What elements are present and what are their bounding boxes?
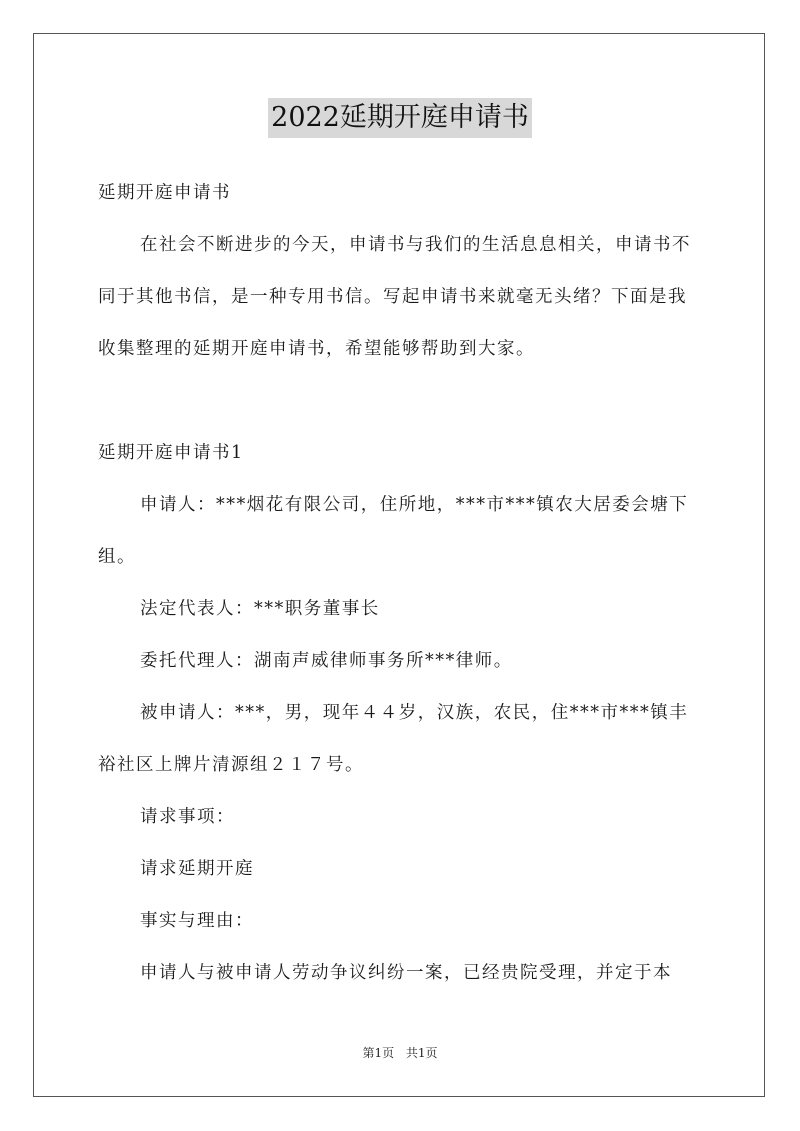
section-heading: 延期开庭申请书 [98, 183, 231, 203]
agent-paragraph: 委托代理人：湖南声威律师事务所***律师。 [140, 651, 513, 671]
intro-paragraph: 在社会不断进步的今天，申请书与我们的生活息息相关，申请书不同于其他书信，是一种专用书信。写起申请书来就毫无头绪？下面是我收集整理的延期开庭申请书，希望能够帮助到大家。 [98, 235, 691, 359]
document-title: 2022延期开庭申请书 [268, 98, 532, 138]
document-title-wrapper [0, 98, 800, 138]
facts-paragraph: 申请人与被申请人劳动争议纠纷一案，已经贵院受理，并定于本 [140, 963, 672, 983]
blank-line [98, 375, 703, 427]
applicant-paragraph: 申请人：***烟花有限公司，住所地，***市***镇农大居委会塘下组。 [98, 495, 689, 567]
page-total: 共1页 [405, 1046, 438, 1060]
facts-reasons-heading: 事实与理由： [140, 911, 254, 931]
legal-representative-paragraph: 法定代表人：***职务董事长 [140, 599, 380, 619]
subsection-heading: 延期开庭申请书1 [98, 443, 244, 463]
page-footer [0, 1044, 800, 1061]
page-number: 第1页 [362, 1046, 395, 1060]
request-items-heading: 请求事项： [140, 807, 235, 827]
respondent-paragraph: 被申请人：***，男，现年４４岁，汉族，农民，住***市***镇丰裕社区上牌片清源组２１７号。 [98, 703, 689, 775]
request-items-paragraph: 请求延期开庭 [140, 859, 254, 879]
document-body [98, 167, 703, 999]
